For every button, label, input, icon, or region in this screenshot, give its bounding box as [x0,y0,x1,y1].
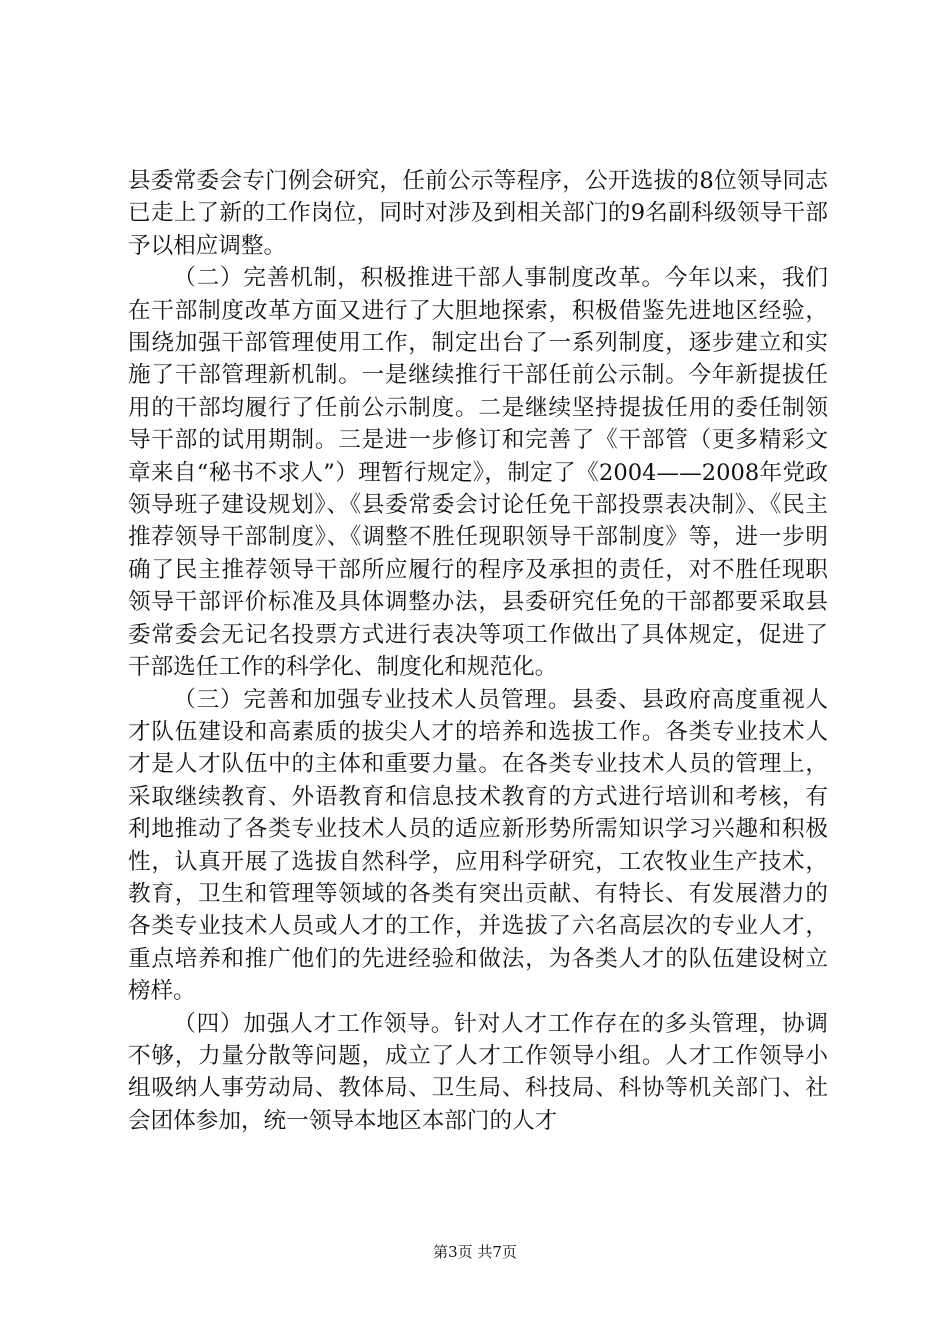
page-number-footer: 第3页 共7页 [433,1243,517,1261]
paragraph-section-4: （四）加强人才工作领导。针对人才工作存在的多头管理，协调不够，力量分散等问题，成立了人才工作领导小组。人才工作领导小组吸纳人事劳动局、教体局、卫生局、科技局、科协等机关部门、社会团体参加，统一领导本地区本部门的人才 [128,1010,828,1134]
document-body [128,165,828,1137]
paragraph-continuation: 县委常委会专门例会研究，任前公示等程序，公开选拔的8位领导同志已走上了新的工作岗位，同时对涉及到相关部门的9名副科级领导干部予以相应调整。 [128,168,828,259]
paragraph-section-2: （二）完善机制，积极推进干部人事制度改革。今年以来，我们在干部制度改革方面又进行了大胆地探索，积极借鉴先进地区经验，围绕加强干部管理使用工作，制定出台了一系列制度，逐步建立和实施了干部管理新机制。一是继续推行干部任前公示制。今年新提拔任用的干部均履行了任前公示制度。二是继续坚持提拔任用的委任制领导干部的试用期制。三是进一步修订和完善了《干部管（更多精彩文章来自“秘书不求人”）理暂行规定》，制定了《2004——2008年党政领导班子建设规划》、《县委常委会讨论任免干部投票表决制》、《民主推荐领导干部制度》、《调整不胜任现职领导干部制度》等，进一步明确了民主推荐领导干部所应履行的程序及承担的责任，对不胜任现职领导干部评价标准及具体调整办法，县委研究任免的干部都要采取县委常委会无记名投票方式进行表决等项工作做出了具体规定，促进了干部选任工作的科学化、制度化和规范化。 [128,265,828,681]
paragraph-section-3: （三）完善和加强专业技术人员管理。县委、县政府高度重视人才队伍建设和高素质的拔尖人才的培养和选拔工作。各类专业技术人才是人才队伍中的主体和重要力量。在各类专业技术人员的管理上，采取继续教育、外语教育和信息技术教育的方式进行培训和考核，有利地推动了各类专业技术人员的适应新形势所需知识学习兴趣和积极性，认真开展了选拔自然科学，应用科学研究，工农牧业生产技术，教育，卫生和管理等领域的各类有突出贡献、有特长、有发展潜力的各类专业技术人员或人才的工作，并选拔了六名高层次的专业人才，重点培养和推广他们的先进经验和做法，为各类人才的队伍建设树立榜样。 [128,686,828,1005]
